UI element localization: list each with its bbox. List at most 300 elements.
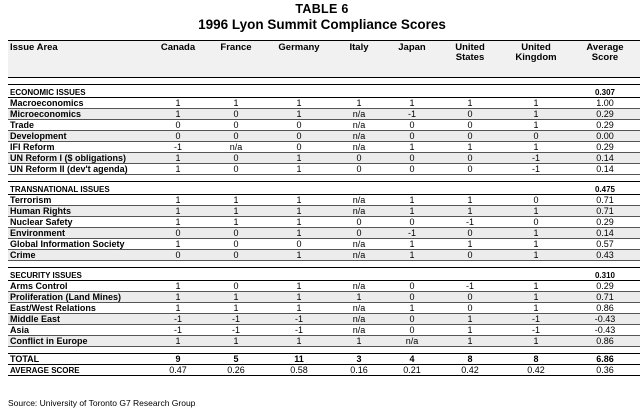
score-average: 0.29: [570, 142, 640, 153]
score-united-kingdom: 0: [502, 131, 570, 142]
score-italy: n/a: [332, 314, 386, 325]
table-row: [8, 314, 640, 325]
header-uk-line1: United: [521, 42, 551, 53]
avg-united-kingdom: 0.42: [502, 365, 570, 376]
table-row: [8, 164, 640, 175]
score-italy: 0: [332, 164, 386, 175]
score-united-states: -1: [438, 217, 502, 228]
section-header-row: [8, 182, 640, 195]
score-average: 0.71: [570, 292, 640, 303]
table-row: [8, 325, 640, 336]
score-germany: 1: [266, 153, 332, 164]
total-united-kingdom: 8: [502, 354, 570, 365]
empty-cell: [386, 268, 438, 281]
table-row: [8, 195, 640, 206]
spacer-cell: [386, 78, 438, 85]
empty-cell: [438, 85, 502, 98]
spacer-cell: [8, 347, 150, 354]
score-germany: 1: [266, 109, 332, 120]
score-japan: 1: [386, 250, 438, 261]
score-average: 1.00: [570, 98, 640, 109]
table-row: [8, 131, 640, 142]
score-united-kingdom: 1: [502, 292, 570, 303]
spacer-cell: [266, 347, 332, 354]
score-canada: 1: [150, 336, 206, 347]
score-united-kingdom: -1: [502, 164, 570, 175]
empty-cell: [266, 182, 332, 195]
score-canada: 1: [150, 109, 206, 120]
score-united-states: 1: [438, 98, 502, 109]
score-canada: 1: [150, 206, 206, 217]
score-japan: 1: [386, 303, 438, 314]
avg-average: 0.36: [570, 365, 640, 376]
spacer-cell: [438, 175, 502, 182]
spacer-cell: [150, 78, 206, 85]
score-united-states: 0: [438, 120, 502, 131]
score-japan: 0: [386, 164, 438, 175]
score-france: 1: [206, 206, 266, 217]
spacer-cell: [438, 347, 502, 354]
spacer-cell: [502, 261, 570, 268]
score-france: 0: [206, 131, 266, 142]
score-italy: 0: [332, 217, 386, 228]
avg-united-states: 0.42: [438, 365, 502, 376]
spacer-cell: [502, 347, 570, 354]
spacer-cell: [438, 261, 502, 268]
avg-japan: 0.21: [386, 365, 438, 376]
score-united-states: 0: [438, 109, 502, 120]
score-france: 0: [206, 153, 266, 164]
empty-cell: [206, 182, 266, 195]
table-row: [8, 98, 640, 109]
header-japan: Japan: [386, 41, 438, 78]
total-france: 5: [206, 354, 266, 365]
score-germany: 1: [266, 281, 332, 292]
empty-cell: [206, 268, 266, 281]
score-italy: n/a: [332, 109, 386, 120]
spacer-cell: [206, 261, 266, 268]
spacer-cell: [8, 175, 150, 182]
score-united-kingdom: 1: [502, 303, 570, 314]
score-japan: 0: [386, 153, 438, 164]
score-germany: 1: [266, 217, 332, 228]
score-average: 0.00: [570, 131, 640, 142]
score-average: 0.29: [570, 281, 640, 292]
score-france: 0: [206, 228, 266, 239]
score-germany: 1: [266, 336, 332, 347]
score-canada: 1: [150, 281, 206, 292]
score-united-kingdom: 1: [502, 109, 570, 120]
score-france: 0: [206, 164, 266, 175]
spacer-cell: [266, 78, 332, 85]
score-germany: 1: [266, 250, 332, 261]
score-germany: 0: [266, 142, 332, 153]
score-united-states: 0: [438, 164, 502, 175]
section-spacer: [8, 175, 640, 182]
score-germany: 1: [266, 195, 332, 206]
total-average: 6.86: [570, 354, 640, 365]
score-united-states: 0: [438, 228, 502, 239]
empty-cell: [502, 268, 570, 281]
score-japan: 0: [386, 314, 438, 325]
total-label: TOTAL: [8, 354, 150, 365]
section-spacer: [8, 261, 640, 268]
score-united-kingdom: 1: [502, 281, 570, 292]
score-france: 1: [206, 217, 266, 228]
score-canada: -1: [150, 314, 206, 325]
spacer-cell: [332, 78, 386, 85]
score-united-kingdom: 1: [502, 142, 570, 153]
score-germany: 0: [266, 120, 332, 131]
header-us-line1: United: [455, 42, 485, 53]
score-average: 0.71: [570, 206, 640, 217]
score-italy: n/a: [332, 325, 386, 336]
total-united-states: 8: [438, 354, 502, 365]
score-canada: 1: [150, 164, 206, 175]
total-row: [8, 354, 640, 365]
section-title: ECONOMIC ISSUES: [8, 85, 150, 98]
score-average: 0.86: [570, 303, 640, 314]
score-japan: -1: [386, 109, 438, 120]
score-germany: 1: [266, 292, 332, 303]
score-canada: -1: [150, 142, 206, 153]
spacer-cell: [206, 175, 266, 182]
score-united-kingdom: 1: [502, 336, 570, 347]
header-avg-line1: Average: [586, 42, 624, 53]
row-label: IFI Reform: [8, 142, 150, 153]
row-label: Macroeconomics: [8, 98, 150, 109]
spacer-cell: [8, 261, 150, 268]
score-germany: 1: [266, 206, 332, 217]
table-row: [8, 303, 640, 314]
row-label: Terrorism: [8, 195, 150, 206]
compliance-table: [8, 40, 640, 376]
header-germany: Germany: [266, 41, 332, 78]
table-row: [8, 281, 640, 292]
score-united-kingdom: 1: [502, 120, 570, 131]
table-row: [8, 142, 640, 153]
score-canada: 0: [150, 120, 206, 131]
section-average: 0.310: [570, 268, 640, 281]
score-italy: n/a: [332, 303, 386, 314]
score-average: -0.43: [570, 314, 640, 325]
score-average: 0.14: [570, 153, 640, 164]
row-label: Environment: [8, 228, 150, 239]
total-japan: 4: [386, 354, 438, 365]
section-average: 0.475: [570, 182, 640, 195]
empty-cell: [386, 182, 438, 195]
header-canada: Canada: [150, 41, 206, 78]
spacer-cell: [206, 78, 266, 85]
spacer-cell: [570, 78, 640, 85]
score-japan: 0: [386, 292, 438, 303]
score-japan: 0: [386, 281, 438, 292]
score-canada: 0: [150, 228, 206, 239]
spacer-cell: [386, 261, 438, 268]
spacer-cell: [386, 175, 438, 182]
score-france: n/a: [206, 142, 266, 153]
spacer-cell: [570, 175, 640, 182]
avg-france: 0.26: [206, 365, 266, 376]
score-japan: 1: [386, 98, 438, 109]
score-japan: 1: [386, 195, 438, 206]
score-italy: 0: [332, 153, 386, 164]
section-header-row: [8, 268, 640, 281]
table-row: [8, 153, 640, 164]
score-canada: 1: [150, 239, 206, 250]
row-label: UN Reform II (dev't agenda): [8, 164, 150, 175]
table-row: [8, 336, 640, 347]
avg-canada: 0.47: [150, 365, 206, 376]
score-united-kingdom: 1: [502, 206, 570, 217]
header-united-states: [438, 41, 502, 78]
table-row: [8, 228, 640, 239]
row-label: Trade: [8, 120, 150, 131]
empty-cell: [332, 182, 386, 195]
score-average: 0.14: [570, 228, 640, 239]
row-label: Conflict in Europe: [8, 336, 150, 347]
table-label: TABLE 6: [295, 2, 349, 16]
score-average: -0.43: [570, 325, 640, 336]
score-canada: 0: [150, 250, 206, 261]
spacer-cell: [266, 175, 332, 182]
score-france: 1: [206, 292, 266, 303]
empty-cell: [438, 268, 502, 281]
table-body: [8, 78, 640, 376]
row-label: Asia: [8, 325, 150, 336]
score-italy: n/a: [332, 131, 386, 142]
total-canada: 9: [150, 354, 206, 365]
spacer-cell: [438, 78, 502, 85]
score-italy: 1: [332, 336, 386, 347]
spacer-cell: [502, 78, 570, 85]
score-canada: 1: [150, 292, 206, 303]
table-row: [8, 239, 640, 250]
score-japan: -1: [386, 228, 438, 239]
spacer-cell: [150, 175, 206, 182]
spacer-cell: [150, 261, 206, 268]
score-united-kingdom: -1: [502, 314, 570, 325]
score-united-states: 1: [438, 195, 502, 206]
table-row: [8, 250, 640, 261]
score-canada: -1: [150, 325, 206, 336]
score-japan: 1: [386, 206, 438, 217]
row-label: East/West Relations: [8, 303, 150, 314]
score-average: 0.57: [570, 239, 640, 250]
row-label: Proliferation (Land Mines): [8, 292, 150, 303]
empty-cell: [332, 85, 386, 98]
score-united-states: 0: [438, 250, 502, 261]
source-note: Source: University of Toronto G7 Research Group: [8, 398, 196, 408]
score-japan: 0: [386, 217, 438, 228]
score-italy: n/a: [332, 206, 386, 217]
score-canada: 1: [150, 153, 206, 164]
score-united-kingdom: 1: [502, 239, 570, 250]
score-france: 0: [206, 109, 266, 120]
score-italy: n/a: [332, 250, 386, 261]
header-issue-area: Issue Area: [8, 41, 150, 78]
score-canada: 1: [150, 217, 206, 228]
row-label: Middle East: [8, 314, 150, 325]
score-germany: 1: [266, 98, 332, 109]
score-united-states: 0: [438, 153, 502, 164]
score-canada: 0: [150, 131, 206, 142]
row-label: Crime: [8, 250, 150, 261]
score-italy: n/a: [332, 281, 386, 292]
table-title: 1996 Lyon Summit Compliance Scores: [198, 17, 446, 32]
score-japan: 1: [386, 239, 438, 250]
empty-cell: [438, 182, 502, 195]
score-italy: n/a: [332, 120, 386, 131]
score-canada: 1: [150, 195, 206, 206]
table-row: [8, 217, 640, 228]
row-label: Nuclear Safety: [8, 217, 150, 228]
header-us-line2: States: [455, 52, 485, 63]
header-uk-line2: Kingdom: [515, 52, 557, 63]
score-canada: 1: [150, 98, 206, 109]
table-row: [8, 206, 640, 217]
score-italy: 1: [332, 98, 386, 109]
avg-germany: 0.58: [266, 365, 332, 376]
empty-cell: [266, 268, 332, 281]
score-france: 0: [206, 239, 266, 250]
empty-cell: [150, 182, 206, 195]
score-average: 0.29: [570, 120, 640, 131]
section-spacer: [8, 347, 640, 354]
score-germany: 0: [266, 239, 332, 250]
score-united-states: 1: [438, 314, 502, 325]
row-label: Arms Control: [8, 281, 150, 292]
score-france: 0: [206, 250, 266, 261]
score-united-states: 0: [438, 292, 502, 303]
score-united-states: 1: [438, 325, 502, 336]
score-italy: n/a: [332, 142, 386, 153]
row-label: Human Rights: [8, 206, 150, 217]
score-germany: -1: [266, 325, 332, 336]
score-japan: n/a: [386, 336, 438, 347]
spacer-cell: [332, 347, 386, 354]
score-japan: 0: [386, 131, 438, 142]
score-united-states: 1: [438, 239, 502, 250]
score-united-states: 0: [438, 303, 502, 314]
score-united-kingdom: 1: [502, 228, 570, 239]
score-france: 1: [206, 98, 266, 109]
score-france: 0: [206, 281, 266, 292]
row-label: UN Reform I ($ obligations): [8, 153, 150, 164]
score-average: 0.14: [570, 164, 640, 175]
empty-cell: [150, 85, 206, 98]
section-header-row: [8, 85, 640, 98]
score-italy: n/a: [332, 195, 386, 206]
spacer-cell: [332, 261, 386, 268]
score-average: 0.29: [570, 109, 640, 120]
average-score-row: [8, 365, 640, 376]
table-row: [8, 109, 640, 120]
score-united-states: 1: [438, 206, 502, 217]
header-italy: Italy: [332, 41, 386, 78]
empty-cell: [332, 268, 386, 281]
empty-cell: [150, 268, 206, 281]
score-united-kingdom: 0: [502, 195, 570, 206]
score-japan: 0: [386, 120, 438, 131]
section-title: TRANSNATIONAL ISSUES: [8, 182, 150, 195]
score-italy: n/a: [332, 239, 386, 250]
score-canada: 1: [150, 303, 206, 314]
score-italy: 1: [332, 292, 386, 303]
score-average: 0.43: [570, 250, 640, 261]
header-united-kingdom: [502, 41, 570, 78]
score-united-kingdom: 0: [502, 217, 570, 228]
average-score-label: AVERAGE SCORE: [8, 365, 150, 376]
spacer-cell: [8, 78, 150, 85]
score-united-states: 1: [438, 142, 502, 153]
score-france: 0: [206, 120, 266, 131]
spacer-cell: [502, 175, 570, 182]
header-row: [8, 41, 640, 78]
score-japan: 0: [386, 325, 438, 336]
score-france: -1: [206, 314, 266, 325]
table-row: [8, 292, 640, 303]
score-united-kingdom: -1: [502, 325, 570, 336]
section-average: 0.307: [570, 85, 640, 98]
empty-cell: [502, 182, 570, 195]
header-avg-line2: Score: [591, 52, 619, 63]
section-spacer: [8, 78, 640, 85]
score-germany: 0: [266, 131, 332, 142]
empty-cell: [206, 85, 266, 98]
score-france: -1: [206, 325, 266, 336]
score-united-states: -1: [438, 281, 502, 292]
score-united-kingdom: 1: [502, 98, 570, 109]
score-united-states: 0: [438, 131, 502, 142]
row-label: Global Information Society: [8, 239, 150, 250]
empty-cell: [266, 85, 332, 98]
avg-italy: 0.16: [332, 365, 386, 376]
spacer-cell: [332, 175, 386, 182]
score-germany: -1: [266, 314, 332, 325]
row-label: Microeconomics: [8, 109, 150, 120]
score-germany: 1: [266, 303, 332, 314]
score-france: 1: [206, 336, 266, 347]
score-japan: 1: [386, 142, 438, 153]
table-row: [8, 120, 640, 131]
empty-cell: [386, 85, 438, 98]
score-italy: 0: [332, 228, 386, 239]
spacer-cell: [570, 347, 640, 354]
score-average: 0.29: [570, 217, 640, 228]
header-average-score: [570, 41, 640, 78]
score-united-kingdom: -1: [502, 153, 570, 164]
spacer-cell: [206, 347, 266, 354]
section-title: SECURITY ISSUES: [8, 268, 150, 281]
score-united-kingdom: 1: [502, 250, 570, 261]
spacer-cell: [150, 347, 206, 354]
header-france: France: [206, 41, 266, 78]
spacer-cell: [386, 347, 438, 354]
score-france: 1: [206, 303, 266, 314]
total-germany: 11: [266, 354, 332, 365]
spacer-cell: [570, 261, 640, 268]
score-france: 1: [206, 195, 266, 206]
score-united-states: 1: [438, 336, 502, 347]
score-average: 0.71: [570, 195, 640, 206]
total-italy: 3: [332, 354, 386, 365]
spacer-cell: [266, 261, 332, 268]
row-label: Development: [8, 131, 150, 142]
score-germany: 1: [266, 164, 332, 175]
empty-cell: [502, 85, 570, 98]
score-germany: 1: [266, 228, 332, 239]
